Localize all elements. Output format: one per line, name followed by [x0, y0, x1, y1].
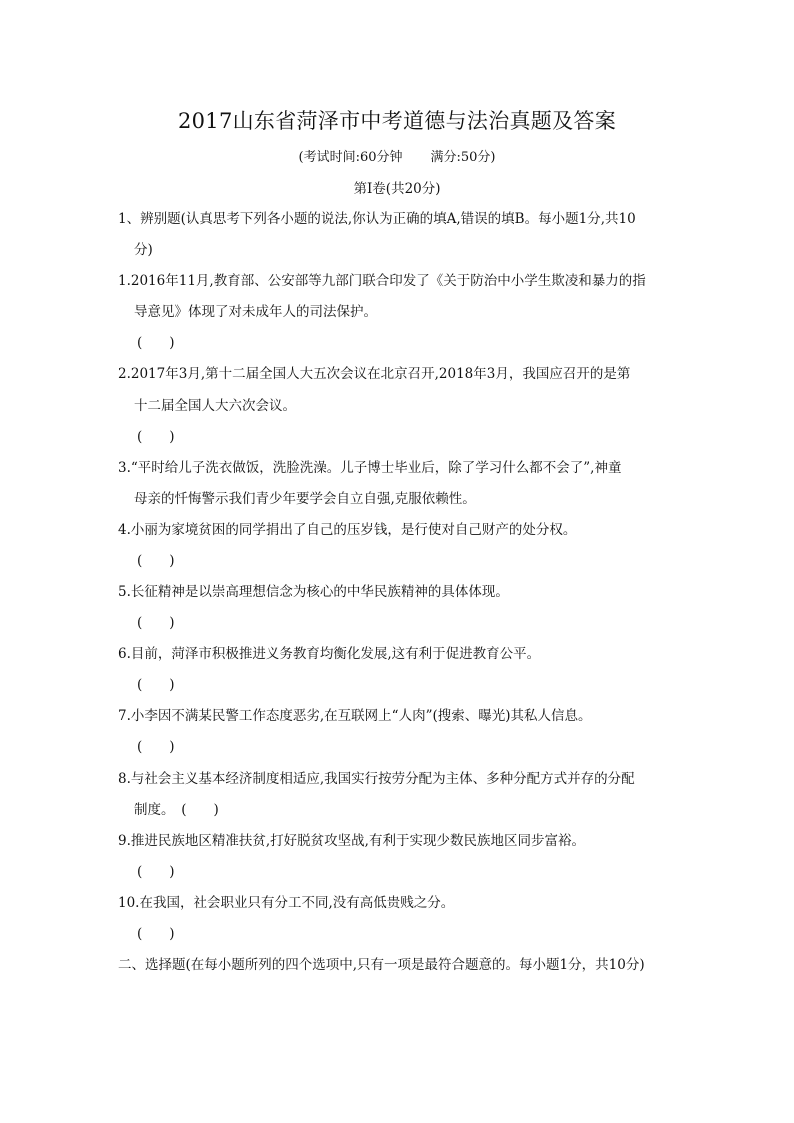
question-3-cont: 母亲的忏悔警示我们青少年要学会自立自强,克服依赖性。 — [134, 491, 476, 507]
question-6: 6.目前，菏泽市积极推进义务教育均衡化发展,这有利于促进教育公平。 — [118, 646, 541, 662]
part-heading: 第Ⅰ卷(共20分) — [353, 181, 441, 197]
full-score: 满分:50分) — [430, 150, 496, 165]
answer-blank-7[interactable]: ( ) — [137, 739, 175, 755]
answer-blank-1[interactable]: ( ) — [137, 335, 175, 351]
answer-blank-4[interactable]: ( ) — [137, 553, 175, 569]
question-10: 10.在我国，社会职业只有分工不同,没有高低贵贱之分。 — [118, 895, 455, 911]
question-1-cont: 导意见》体现了对未成年人的司法保护。 — [134, 304, 377, 320]
document-title: 2017山东省菏泽市中考道德与法治真题及答案 — [177, 109, 617, 133]
exam-info — [0, 146, 794, 165]
section1-heading-cont: 分) — [134, 242, 153, 258]
question-1: 1.2016年11月,教育部、公安部等九部门联合印发了《关于防治中小学生欺凌和暴力的指 — [118, 273, 646, 289]
question-3: 3.“平时给儿子洗衣做饭，洗脸洗澡。儿子博士毕业后，除了学习什么都不会了”,神童 — [118, 460, 622, 476]
exam-time: (考试时间:60分钟 — [298, 150, 403, 165]
answer-blank-9[interactable]: ( ) — [137, 864, 175, 880]
answer-blank-2[interactable]: ( ) — [137, 429, 175, 445]
question-2: 2.2017年3月,第十二届全国人大五次会议在北京召开,2018年3月，我国应召开的是第 — [118, 366, 631, 382]
answer-blank-6[interactable]: ( ) — [137, 677, 175, 693]
question-7: 7.小李因不满某民警工作态度恶劣,在互联网上“人肉”(搜索、曝光)其私人信息。 — [118, 708, 592, 724]
question-2-cont: 十二届全国人大六次会议。 — [134, 398, 296, 414]
section1-heading: 1、辨别题(认真思考下列各小题的说法,你认为正确的填A,错误的填B。每小题1分,共10 — [118, 211, 636, 227]
question-8-cont: 制度。 ( ) — [134, 802, 219, 818]
answer-blank-10[interactable]: ( ) — [137, 926, 175, 942]
question-5: 5.长征精神是以崇高理想信念为核心的中华民族精神的具体体现。 — [118, 584, 509, 600]
section2-heading: 二、选择题(在每小题所列的四个选项中,只有一项是最符合题意的。每小题1分，共10分) — [118, 957, 645, 973]
question-8: 8.与社会主义基本经济制度相适应,我国实行按劳分配为主体、多种分配方式并存的分配 — [118, 771, 635, 787]
question-9: 9.推进民族地区精准扶贫,打好脱贫攻坚战,有利于实现少数民族地区同步富裕。 — [118, 833, 585, 849]
question-4: 4.小丽为家境贫困的同学捐出了自己的压岁钱，是行使对自己财产的处分权。 — [118, 522, 577, 538]
answer-blank-5[interactable]: ( ) — [137, 615, 175, 631]
